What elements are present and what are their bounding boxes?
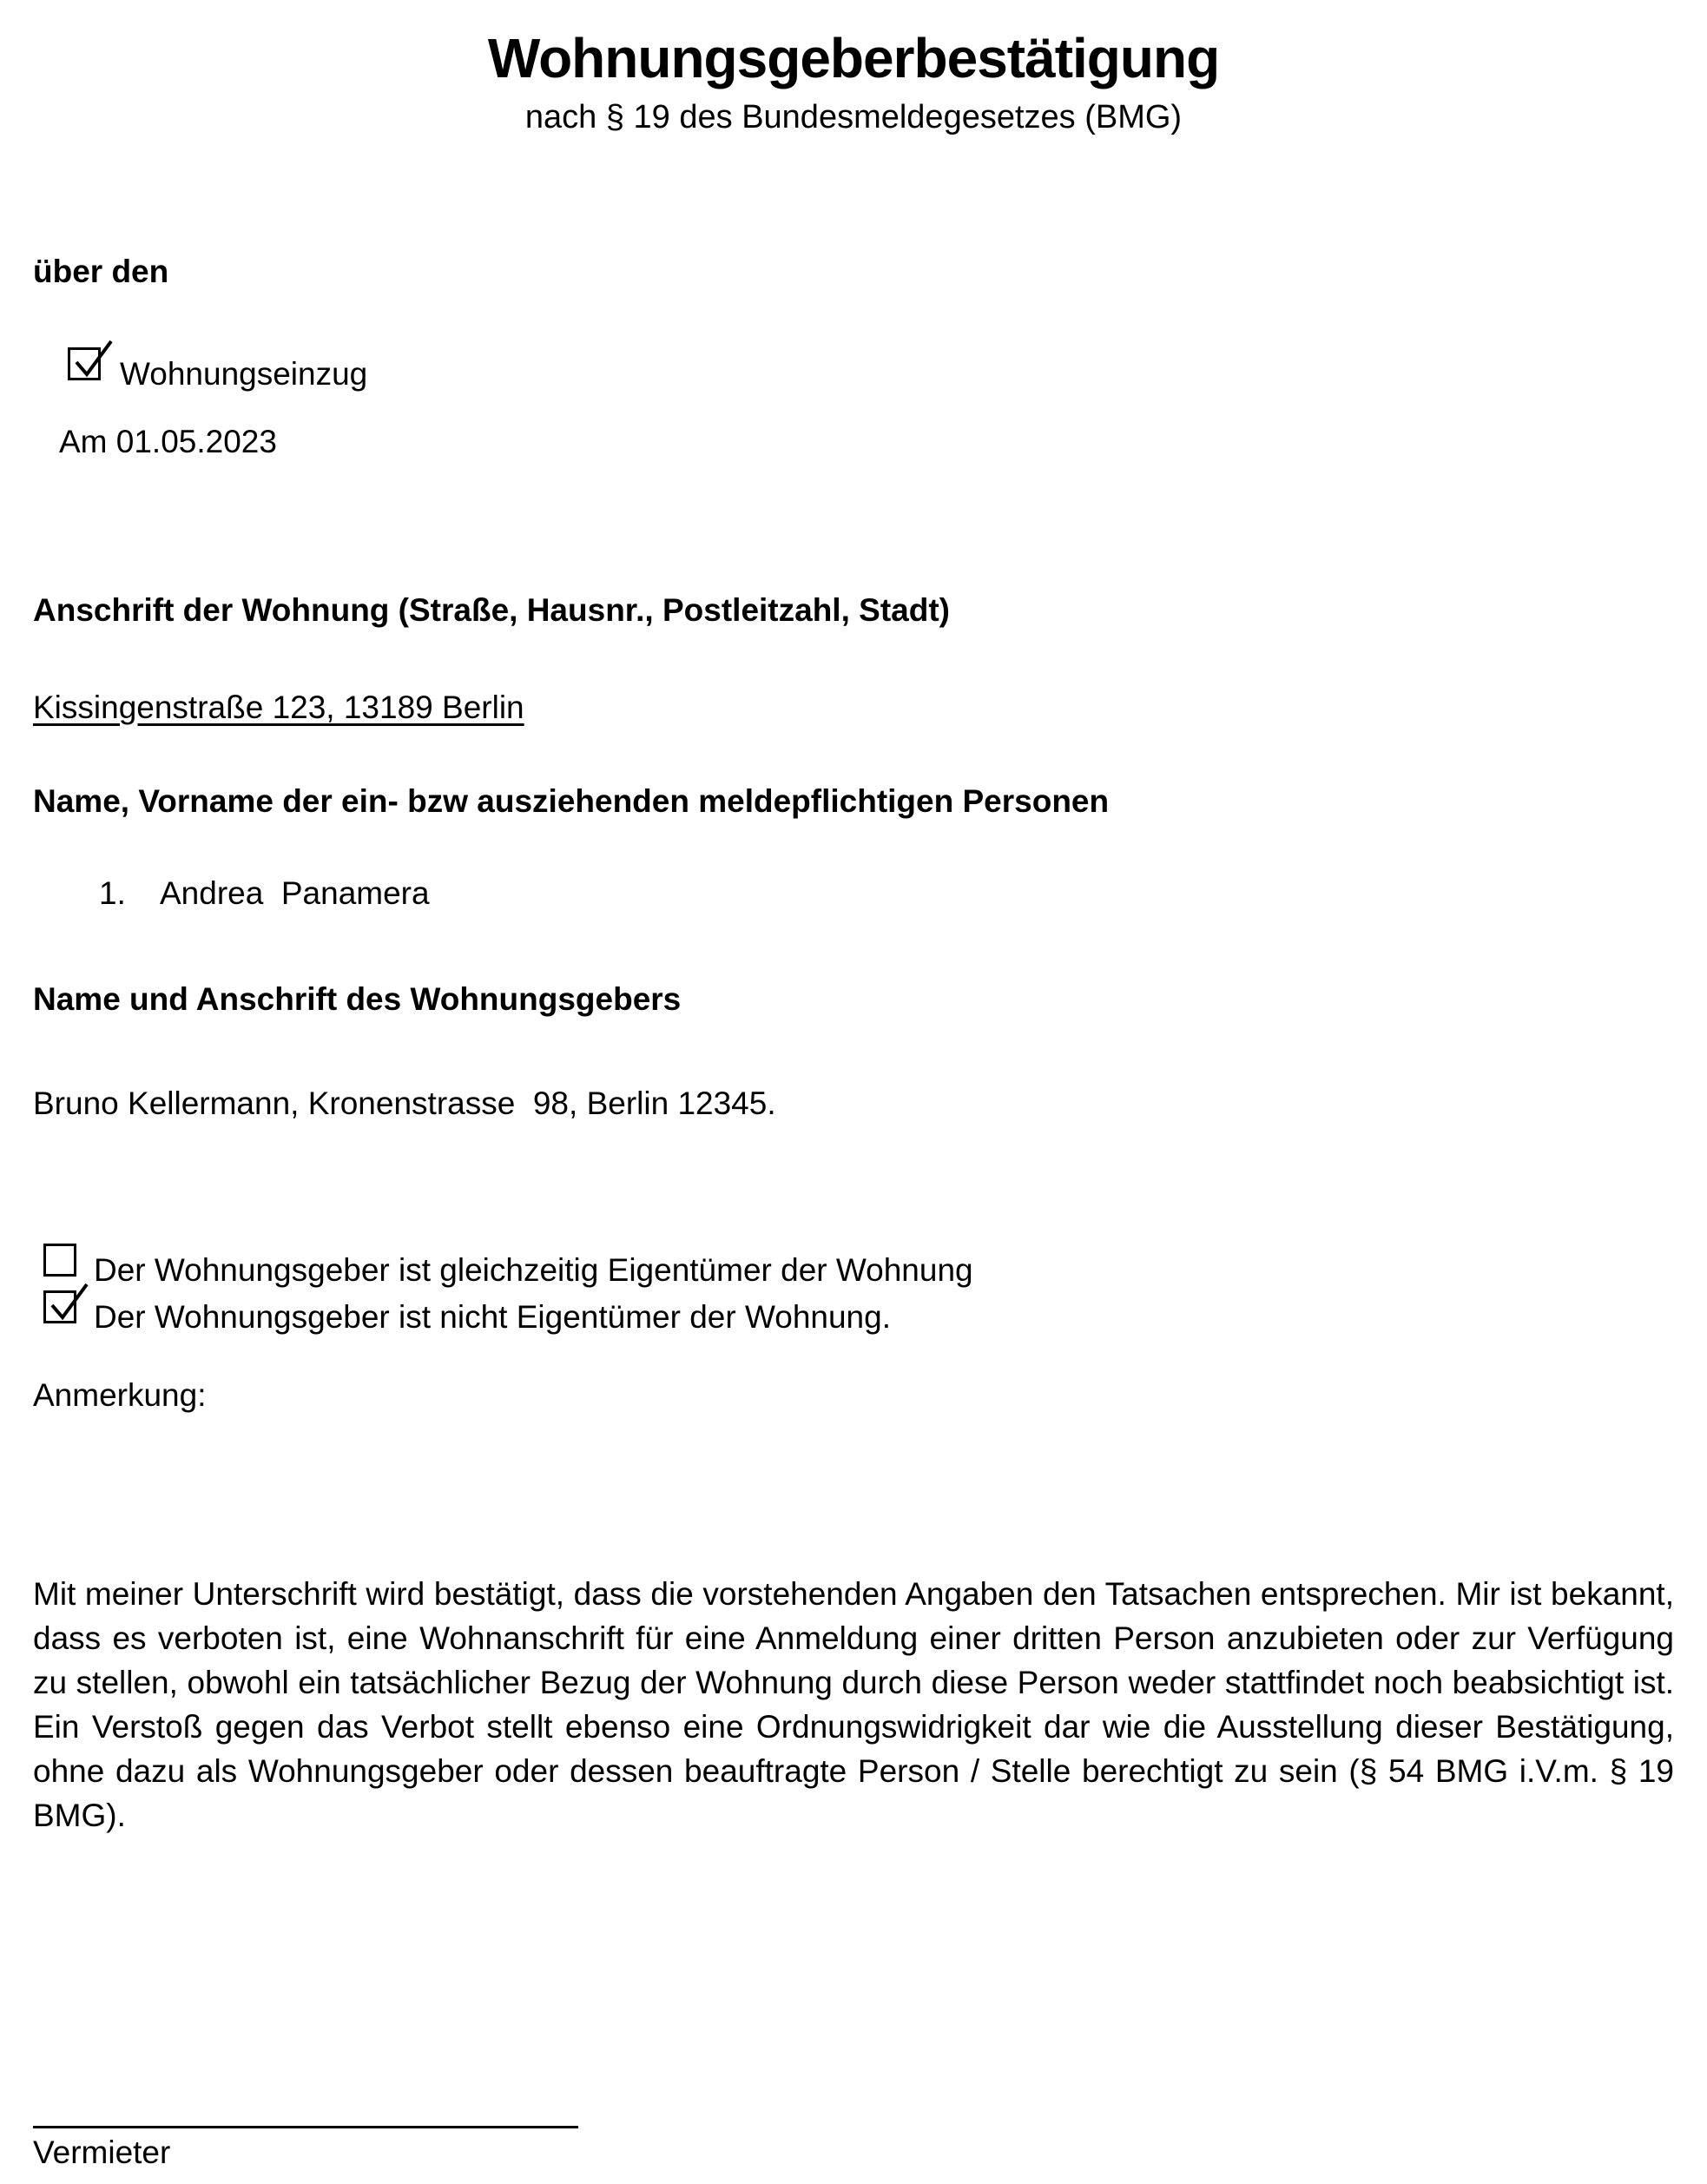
checkmark-icon [43, 1281, 92, 1330]
declaration-text: Mit meiner Unterschrift wird bestätigt, dass die vorstehenden Angaben den Tatsachen entsprechen. Mir ist bekannt, dass es verboten ist, eine Wohnanschrift für eine Anmeldung einer dritten Person anzubieten oder zur Verfügung zu stellen, obwohl ein tatsächlicher Bezug der Wohnung durch diese Person weder stattfindet noch beabsichtigt ist. Ein Verstoß gegen das Verbot stellt ebenso eine Ordnungswidrigkeit dar wie die Ausstellung dieser Bestätigung, ohne dazu als Wohnungsgeber oder dessen beauftragte Person / Stelle berechtigt zu sein (§ 54 BMG i.V.m. § 19 BMG). [33, 1576, 1674, 1833]
not-owner-option-label: Der Wohnungsgeber ist nicht Eigentümer der Wohnung. [94, 1299, 891, 1335]
checkmark-icon [68, 338, 116, 386]
move-in-label: Wohnungseinzug [120, 356, 368, 392]
move-section-label: über den [33, 254, 169, 289]
owner-option-label: Der Wohnungsgeber ist gleichzeitig Eigentümer der Wohnung [94, 1252, 973, 1288]
person-name: Andrea Panamera [160, 875, 430, 911]
landlord-value: Bruno Kellermann, Kronenstrasse 98, Berlin 12345. [33, 1085, 776, 1121]
not-owner-checkbox[interactable] [43, 1290, 76, 1323]
owner-checkbox[interactable] [43, 1244, 76, 1277]
persons-label: Name, Vorname der ein- bzw ausziehenden meldepflichtigen Personen [33, 783, 1110, 819]
remark-label: Anmerkung: [33, 1377, 207, 1413]
document-title: Wohnungsgeberbestätigung [487, 27, 1220, 89]
move-date: Am 01.05.2023 [59, 424, 277, 459]
address-label: Anschrift der Wohnung (Straße, Hausnr., Postleitzahl, Stadt) [33, 592, 950, 628]
document-subtitle: nach § 19 des Bundesmeldegesetzes (BMG) [524, 99, 1183, 135]
signature-label: Vermieter [33, 2135, 171, 2170]
signature-line [33, 2126, 578, 2128]
person-number: 1. [99, 875, 126, 911]
move-in-checkbox[interactable] [68, 347, 101, 380]
landlord-label: Name und Anschrift des Wohnungsgebers [33, 981, 682, 1017]
address-value: Kissingenstraße 123, 13189 Berlin [33, 690, 524, 725]
